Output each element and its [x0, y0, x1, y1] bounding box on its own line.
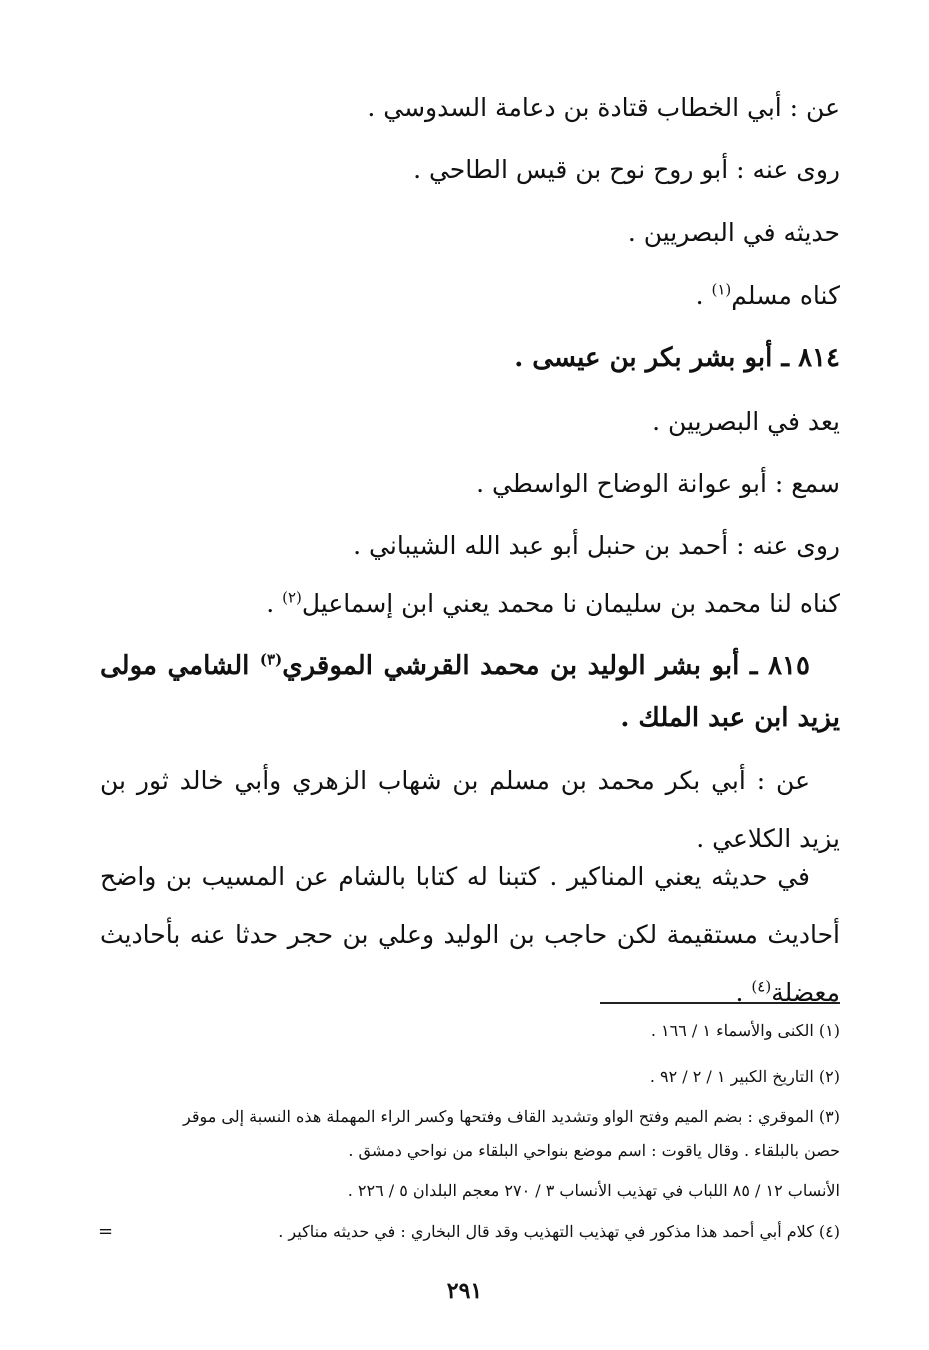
text-line [266, 584, 840, 624]
text-span: ٨١٥ ـ أبو بشر الوليد بن محمد القرشي الموقري [282, 651, 810, 681]
footnote-3-line-2: حصن بالبلقاء . وقال ياقوت : اسم موضع بنواحي البلقاء من نواحي دمشق . [348, 1141, 840, 1160]
text-span: كناه لنا محمد بن سليمان نا محمد يعني ابن إسماعيل [301, 589, 840, 618]
text-span: الشامي مولى يزيد ابن عبد الملك . [100, 651, 840, 733]
footnote-1: (١) الكنى والأسماء ١ / ١٦٦ . [650, 1021, 840, 1040]
footnote-2: (٢) التاريخ الكبير ١ / ٢ / ٩٢ . [649, 1067, 840, 1086]
text-line: عن : أبي الخطاب قتادة بن دعامة السدوسي . [367, 93, 840, 122]
text-span: . [695, 281, 712, 310]
footnote-ref: (١) [711, 280, 732, 299]
page-number: ٢٩١ [446, 1278, 483, 1304]
footnote-ref: (٣) [259, 650, 283, 669]
footnote-4: (٤) كلام أبي أحمد هذا مذكور في تهذيب التهذيب وقد قال البخاري : في حديثه مناكير . [278, 1222, 840, 1241]
text-line: روى عنه : أبو روح نوح بن قيس الطاحي . [413, 155, 840, 184]
paragraph [100, 848, 840, 1022]
text-span: . [735, 978, 752, 1007]
continuation-mark: = [98, 1221, 114, 1242]
entry-heading-814: ٨١٤ ـ أبو بشر بكر بن عيسى . [514, 343, 840, 373]
entry-heading-815 [100, 640, 840, 744]
footnote-divider [600, 1002, 840, 1004]
text-line: سمع : أبو عوانة الوضاح الواسطي . [476, 469, 840, 498]
footnote-ref: (٢) [282, 588, 302, 607]
text-line: يعد في البصريين . [652, 407, 840, 436]
footnote-3-line-3: الأنساب ١٢ / ٨٥ اللباب في تهذيب الأنساب ٣ / ٢٧٠ معجم البلدان ٥ / ٢٢٦ . [347, 1181, 840, 1200]
footnote-3: (٣) الموقري : بضم الميم وفتح الواو وتشديد القاف وفتحها وكسر الراء المهملة هذه النسبة إلى موقر [182, 1107, 840, 1126]
footnote-ref: (٤) [751, 977, 772, 996]
text-line [696, 276, 840, 316]
text-span: كناه مسلم [731, 281, 840, 310]
text-span: في حديثه يعني المناكير . كتبنا له كتابا بالشام عن المسيب بن واضح أحاديث مستقيمة لكن حاجب بن الوليد وعلي بن حجر حدثا عنه بأحاديث معضلة [100, 862, 840, 1007]
text-line: روى عنه : أحمد بن حنبل أبو عبد الله الشيباني . [353, 531, 840, 560]
text-span: . [266, 589, 283, 618]
text-span: عن : أبي بكر محمد بن مسلم بن شهاب الزهري وأبي خالد ثور بن يزيد الكلاعي . [100, 766, 840, 853]
text-line: حديثه في البصريين . [627, 218, 840, 247]
